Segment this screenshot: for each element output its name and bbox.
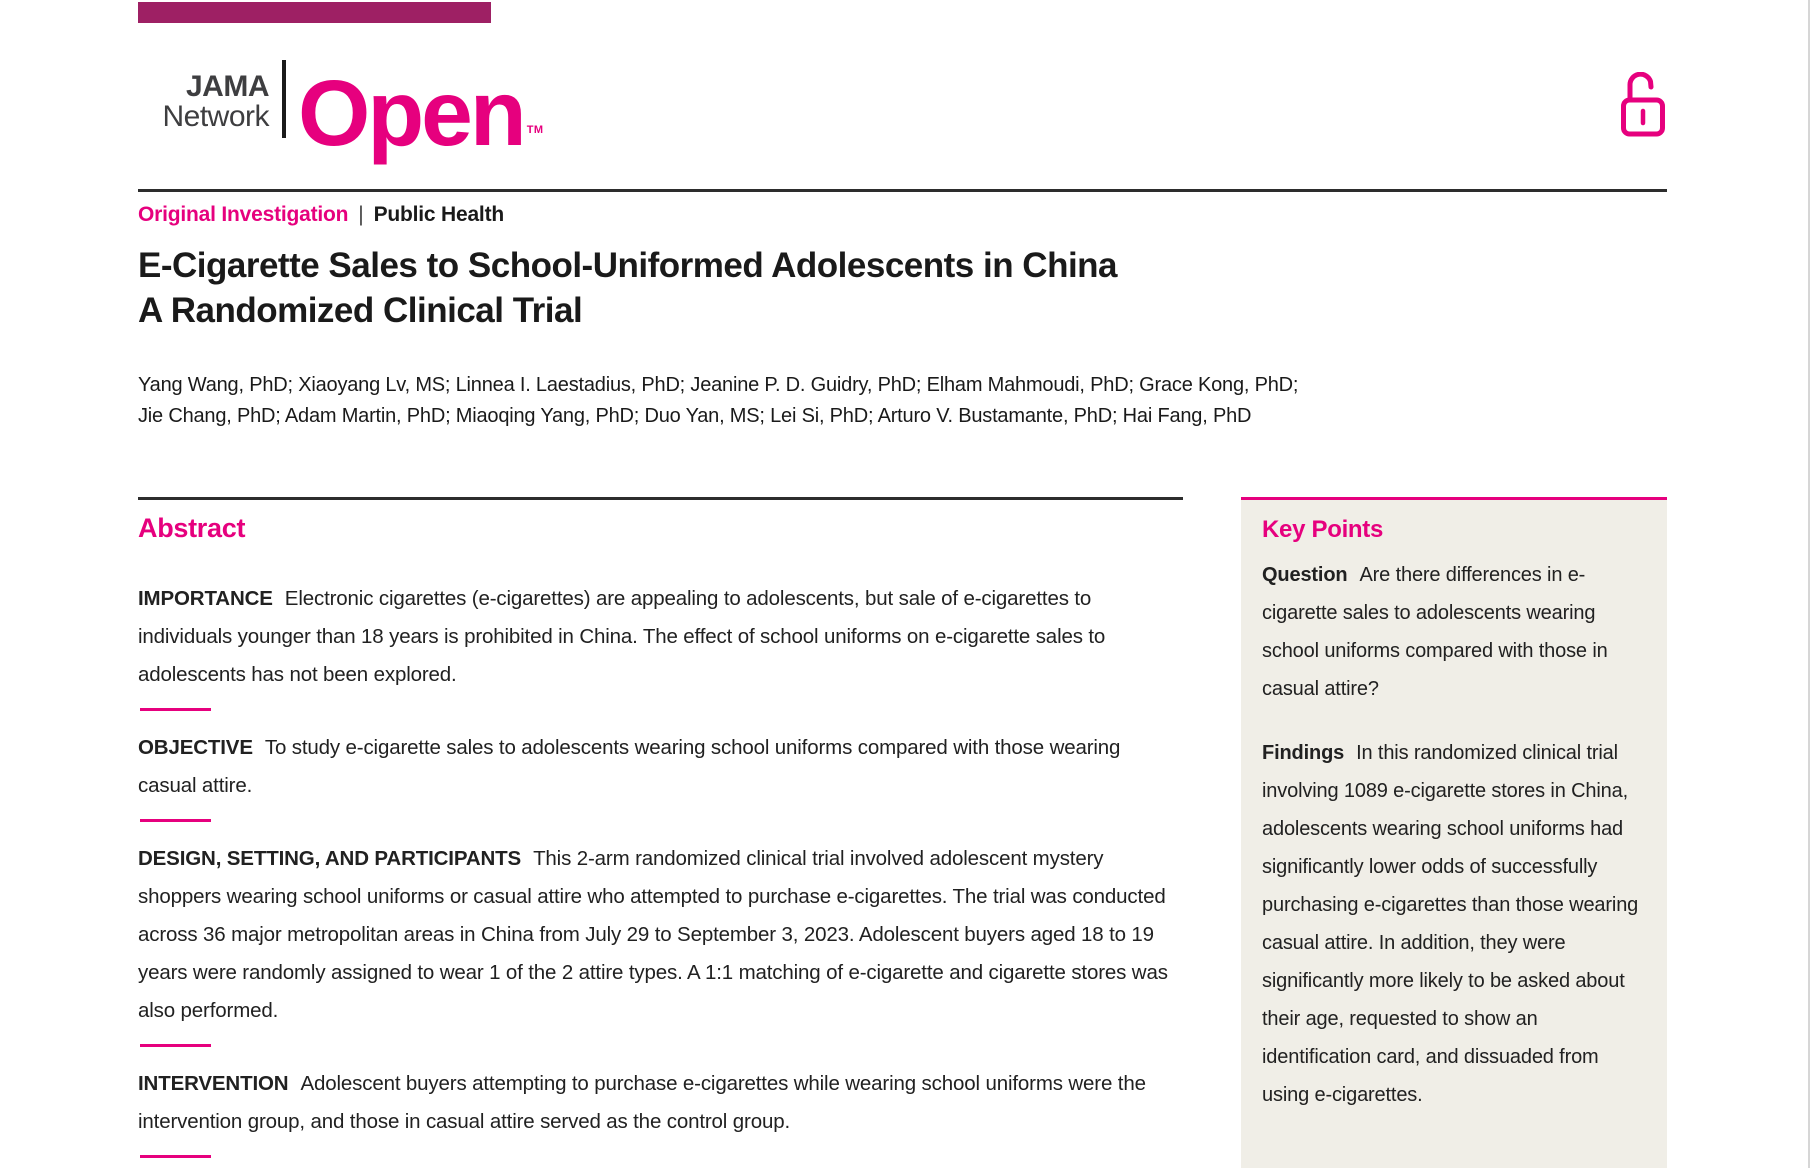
section-label: OBJECTIVE [138, 736, 253, 759]
abstract-heading: Abstract [138, 513, 246, 543]
abstract-section-objective [138, 729, 1183, 805]
jama-network-open-logo [145, 61, 544, 165]
section-text: To study e-cigarette sales to adolescents wearing school uniforms compared with those wearing casual attire. [138, 736, 1121, 797]
key-point-question [1262, 556, 1645, 708]
abstract-section-design [138, 840, 1183, 1030]
section-text: This 2-arm randomized clinical trial involved adolescent mystery shoppers wearing school uniforms or casual attire who attempted to purchase e-cigarettes. The trial was conducted across 36 major metropolitan areas in China from July 29 to September 3, 2023. Adolescent buyers aged 18 to 19 years were randomly assigned to wear 1 of the 2 attire types. A 1:1 matching of e-cigarette and cigarette stores was also performed. [138, 847, 1168, 1022]
section-label: IMPORTANCE [138, 587, 273, 610]
category-separator: | [358, 203, 364, 226]
section-label: DESIGN, SETTING, AND PARTICIPANTS [138, 847, 522, 870]
logo-trademark: TM [526, 124, 544, 136]
key-point-label: Findings [1262, 742, 1345, 764]
authors-line-1: Yang Wang, PhD; Xiaoyang Lv, MS; Linnea I. Laestadius, PhD; Jeanine P. D. Guidry, PhD; Elham Mahmoudi, PhD; Grace Kong, PhD; [138, 374, 1299, 396]
authors-line-2: Jie Chang, PhD; Adam Martin, PhD; Miaoqing Yang, PhD; Duo Yan, MS; Lei Si, PhD; Arturo V. Bustamante, PhD; Hai Fang, PhD [138, 405, 1252, 427]
logo-network-text: Network [162, 100, 269, 133]
abstract-section-intervention [138, 1065, 1183, 1141]
logo-open-text: Open [298, 61, 524, 165]
section-label: INTERVENTION [138, 1072, 289, 1095]
header-rule [138, 189, 1667, 192]
abstract-rule [138, 497, 1183, 500]
title-line-2: A Randomized Clinical Trial [138, 291, 583, 330]
key-point-label: Question [1262, 564, 1348, 586]
article-category-line [138, 203, 504, 227]
article-category: Original Investigation [138, 203, 349, 226]
abstract-column [138, 497, 1183, 1168]
section-text: Adolescent buyers attempting to purchase e-cigarettes while wearing school uniforms were the intervention group, and those in casual attire served as the control group. [138, 1072, 1146, 1133]
key-point-text: Are there differences in e-cigarette sales to adolescents wearing school uniforms compared with those in casual attire? [1262, 564, 1608, 700]
section-text: Electronic cigarettes (e-cigarettes) are appealing to adolescents, but sale of e-cigarettes to individuals younger than 18 years is prohibited in China. The effect of school uniforms on e-cigarette sales to adolescents has not been explored. [138, 587, 1106, 686]
abstract-section-importance [138, 580, 1183, 694]
page-edge-line [1808, 0, 1810, 1168]
key-points-heading: Key Points [1262, 516, 1384, 543]
section-divider [140, 1155, 211, 1158]
brand-banner [138, 2, 491, 23]
title-line-1: E-Cigarette Sales to School-Uniformed Adolescents in China [138, 246, 1118, 285]
article-topic: Public Health [373, 203, 504, 226]
logo-jama-network [145, 72, 269, 132]
article-title [138, 243, 1117, 333]
logo-divider-bar [282, 60, 286, 138]
section-divider [140, 1044, 211, 1047]
open-access-lock-icon [1620, 72, 1666, 143]
key-points-panel [1241, 497, 1667, 1168]
logo-jama-text: JAMA [185, 70, 269, 103]
author-byline [138, 370, 1298, 432]
key-point-findings [1262, 734, 1645, 1114]
section-divider [140, 708, 211, 711]
key-point-text: In this randomized clinical trial involving 1089 e-cigarette stores in China, adolescents wearing school uniforms had significantly lower odds of successfully purchasing e-cigarettes than those wearing casual attire. In addition, they were significantly more likely to be asked about their age, requested to show an identification card, and dissuaded from using e-cigarettes. [1262, 742, 1639, 1106]
section-divider [140, 819, 211, 822]
